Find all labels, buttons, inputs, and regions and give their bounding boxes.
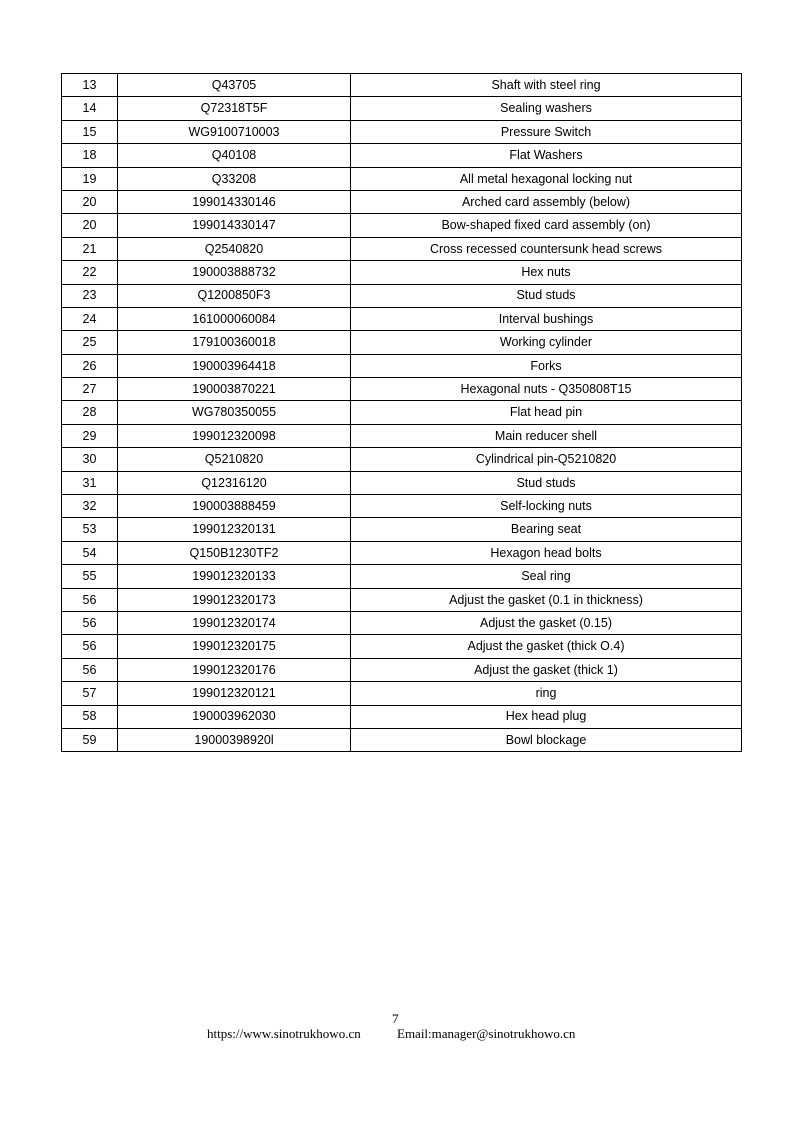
row-number-cell: 28: [62, 401, 118, 424]
table-row: [62, 307, 742, 330]
part-code-cell: Q2540820: [118, 237, 351, 260]
part-name-cell: Hex head plug: [351, 705, 742, 728]
part-code-cell: 199012320131: [118, 518, 351, 541]
row-number-cell: 56: [62, 635, 118, 658]
row-number-cell: 59: [62, 728, 118, 751]
part-code-cell: WG780350055: [118, 401, 351, 424]
part-code-cell: 199012320098: [118, 424, 351, 447]
table-row: [62, 565, 742, 588]
row-number-cell: 56: [62, 658, 118, 681]
part-name-cell: Seal ring: [351, 565, 742, 588]
row-number-cell: 13: [62, 74, 118, 97]
row-number-cell: 24: [62, 307, 118, 330]
row-number-cell: 54: [62, 541, 118, 564]
part-name-cell: Stud studs: [351, 284, 742, 307]
table-row: [62, 518, 742, 541]
table-row: [62, 144, 742, 167]
row-number-cell: 22: [62, 261, 118, 284]
row-number-cell: 27: [62, 378, 118, 401]
part-name-cell: Working cylinder: [351, 331, 742, 354]
part-name-cell: Bow-shaped fixed card assembly (on): [351, 214, 742, 237]
row-number-cell: 20: [62, 190, 118, 213]
part-code-cell: 19000398920l: [118, 728, 351, 751]
part-name-cell: Hex nuts: [351, 261, 742, 284]
table-row: [62, 401, 742, 424]
part-code-cell: 199012320173: [118, 588, 351, 611]
part-code-cell: 199012320133: [118, 565, 351, 588]
part-code-cell: Q33208: [118, 167, 351, 190]
parts-table: [61, 73, 742, 752]
row-number-cell: 30: [62, 448, 118, 471]
part-name-cell: Flat Washers: [351, 144, 742, 167]
part-code-cell: Q5210820: [118, 448, 351, 471]
row-number-cell: 53: [62, 518, 118, 541]
table-row: [62, 378, 742, 401]
part-name-cell: Bearing seat: [351, 518, 742, 541]
part-code-cell: 190003888732: [118, 261, 351, 284]
part-code-cell: 199012320176: [118, 658, 351, 681]
part-code-cell: 190003962030: [118, 705, 351, 728]
part-code-cell: Q43705: [118, 74, 351, 97]
part-name-cell: Adjust the gasket (thick O.4): [351, 635, 742, 658]
table-row: [62, 237, 742, 260]
row-number-cell: 55: [62, 565, 118, 588]
table-row: [62, 471, 742, 494]
part-code-cell: Q40108: [118, 144, 351, 167]
part-name-cell: Hexagon head bolts: [351, 541, 742, 564]
part-name-cell: Main reducer shell: [351, 424, 742, 447]
table-row: [62, 611, 742, 634]
table-row: [62, 682, 742, 705]
table-row: [62, 167, 742, 190]
part-name-cell: Interval bushings: [351, 307, 742, 330]
part-code-cell: 199012320121: [118, 682, 351, 705]
row-number-cell: 14: [62, 97, 118, 120]
part-name-cell: ring: [351, 682, 742, 705]
part-code-cell: 190003888459: [118, 495, 351, 518]
table-row: [62, 541, 742, 564]
part-name-cell: Shaft with steel ring: [351, 74, 742, 97]
part-code-cell: 190003870221: [118, 378, 351, 401]
row-number-cell: 25: [62, 331, 118, 354]
part-code-cell: 190003964418: [118, 354, 351, 377]
table-row: [62, 728, 742, 751]
part-code-cell: 199014330146: [118, 190, 351, 213]
row-number-cell: 18: [62, 144, 118, 167]
part-name-cell: Self-locking nuts: [351, 495, 742, 518]
part-name-cell: Sealing washers: [351, 97, 742, 120]
row-number-cell: 15: [62, 120, 118, 143]
part-name-cell: Arched card assembly (below): [351, 190, 742, 213]
part-code-cell: WG9100710003: [118, 120, 351, 143]
table-row: [62, 448, 742, 471]
part-code-cell: 199014330147: [118, 214, 351, 237]
part-name-cell: Bowl blockage: [351, 728, 742, 751]
table-row: [62, 120, 742, 143]
part-name-cell: All metal hexagonal locking nut: [351, 167, 742, 190]
table-row: [62, 588, 742, 611]
row-number-cell: 31: [62, 471, 118, 494]
part-code-cell: 161000060084: [118, 307, 351, 330]
table-row: [62, 658, 742, 681]
part-name-cell: Adjust the gasket (thick 1): [351, 658, 742, 681]
table-row: [62, 284, 742, 307]
part-code-cell: Q72318T5F: [118, 97, 351, 120]
part-name-cell: Pressure Switch: [351, 120, 742, 143]
table-row: [62, 190, 742, 213]
table-row: [62, 495, 742, 518]
row-number-cell: 56: [62, 588, 118, 611]
parts-table-body: [62, 74, 742, 752]
row-number-cell: 19: [62, 167, 118, 190]
table-row: [62, 424, 742, 447]
row-number-cell: 57: [62, 682, 118, 705]
part-name-cell: Adjust the gasket (0.1 in thickness): [351, 588, 742, 611]
page-number: 7: [392, 1011, 399, 1026]
part-name-cell: Flat head pin: [351, 401, 742, 424]
part-name-cell: Hexagonal nuts - Q350808T15: [351, 378, 742, 401]
row-number-cell: 29: [62, 424, 118, 447]
part-name-cell: Adjust the gasket (0.15): [351, 611, 742, 634]
footer-email: Email:manager@sinotrukhowo.cn: [397, 1026, 576, 1041]
table-row: [62, 74, 742, 97]
row-number-cell: 23: [62, 284, 118, 307]
part-name-cell: Cylindrical pin-Q5210820: [351, 448, 742, 471]
table-row: [62, 354, 742, 377]
row-number-cell: 20: [62, 214, 118, 237]
part-name-cell: Cross recessed countersunk head screws: [351, 237, 742, 260]
footer-contact: [0, 1026, 793, 1042]
row-number-cell: 26: [62, 354, 118, 377]
table-row: [62, 214, 742, 237]
part-name-cell: Forks: [351, 354, 742, 377]
part-name-cell: Stud studs: [351, 471, 742, 494]
part-code-cell: Q150B1230TF2: [118, 541, 351, 564]
part-code-cell: 199012320175: [118, 635, 351, 658]
part-code-cell: 179100360018: [118, 331, 351, 354]
row-number-cell: 21: [62, 237, 118, 260]
table-row: [62, 261, 742, 284]
part-code-cell: Q1200850F3: [118, 284, 351, 307]
table-row: [62, 331, 742, 354]
row-number-cell: 32: [62, 495, 118, 518]
footer-url: https://www.sinotrukhowo.cn: [207, 1026, 361, 1041]
table-row: [62, 97, 742, 120]
table-row: [62, 705, 742, 728]
row-number-cell: 58: [62, 705, 118, 728]
part-code-cell: Q12316120: [118, 471, 351, 494]
part-code-cell: 199012320174: [118, 611, 351, 634]
table-row: [62, 635, 742, 658]
row-number-cell: 56: [62, 611, 118, 634]
